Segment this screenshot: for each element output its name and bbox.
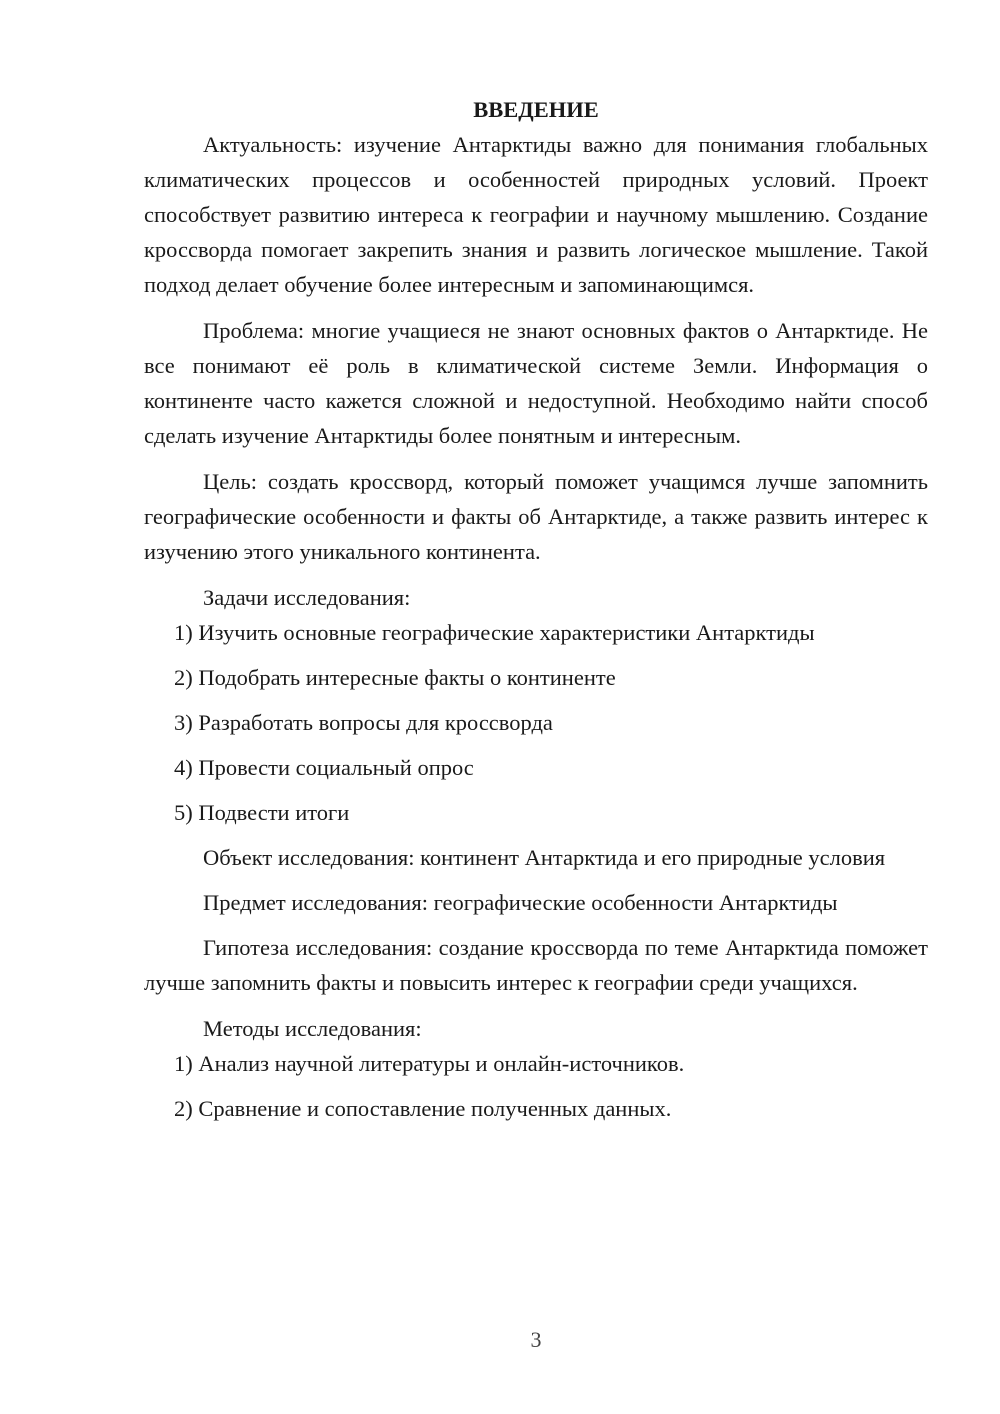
section-heading: ВВЕДЕНИЕ — [473, 97, 599, 122]
paragraph-problem: Проблема: многие учащиеся не знают основных фактов о Антарктиде. Не все понимают её роль в климатической системе Земли. Информация о континенте часто кажется сложной и недоступной. Необходимо найти способ сделать изучение Антарктиды более понятным и интересным. — [144, 318, 928, 448]
paragraph-goal: Цель: создать кроссворд, который поможет учащимся лучше запомнить географические особенности и факты об Антарктиде, а также развить интерес к изучению этого уникального континента. — [144, 469, 928, 564]
method-item: 1) Анализ научной литературы и онлайн-источников. — [174, 1051, 685, 1076]
document-page — [144, 92, 928, 1126]
paragraph-object: Объект исследования: континент Антарктида и его природные условия — [203, 845, 886, 870]
method-item: 2) Сравнение и сопоставление полученных данных. — [174, 1096, 672, 1121]
task-item: 5) Подвести итоги — [174, 800, 350, 825]
page-number: 3 — [530, 1327, 542, 1352]
task-item: 3) Разработать вопросы для кроссворда — [174, 710, 553, 735]
methods-title: Методы исследования: — [203, 1016, 422, 1041]
paragraph-subject: Предмет исследования: географические особенности Антарктиды — [203, 890, 838, 915]
tasks-title: Задачи исследования: — [203, 585, 411, 610]
paragraph-relevance: Актуальность: изучение Антарктиды важно для понимания глобальных климатических процессов и особенностей природных условий. Проект способствует развитию интереса к географии и научному мышлению. Создание кроссворда помогает закрепить знания и развить логическое мышление. Такой подход делает обучение более интересным и запоминающимся. — [144, 132, 928, 297]
task-item: 1) Изучить основные географические характеристики Антарктиды — [174, 620, 815, 645]
task-item: 2) Подобрать интересные факты о континенте — [174, 665, 616, 690]
paragraph-hypothesis: Гипотеза исследования: создание кроссворда по теме Антарктида поможет лучше запомнить факты и повысить интерес к географии среди учащихся. — [144, 935, 928, 995]
task-item: 4) Провести социальный опрос — [174, 755, 474, 780]
